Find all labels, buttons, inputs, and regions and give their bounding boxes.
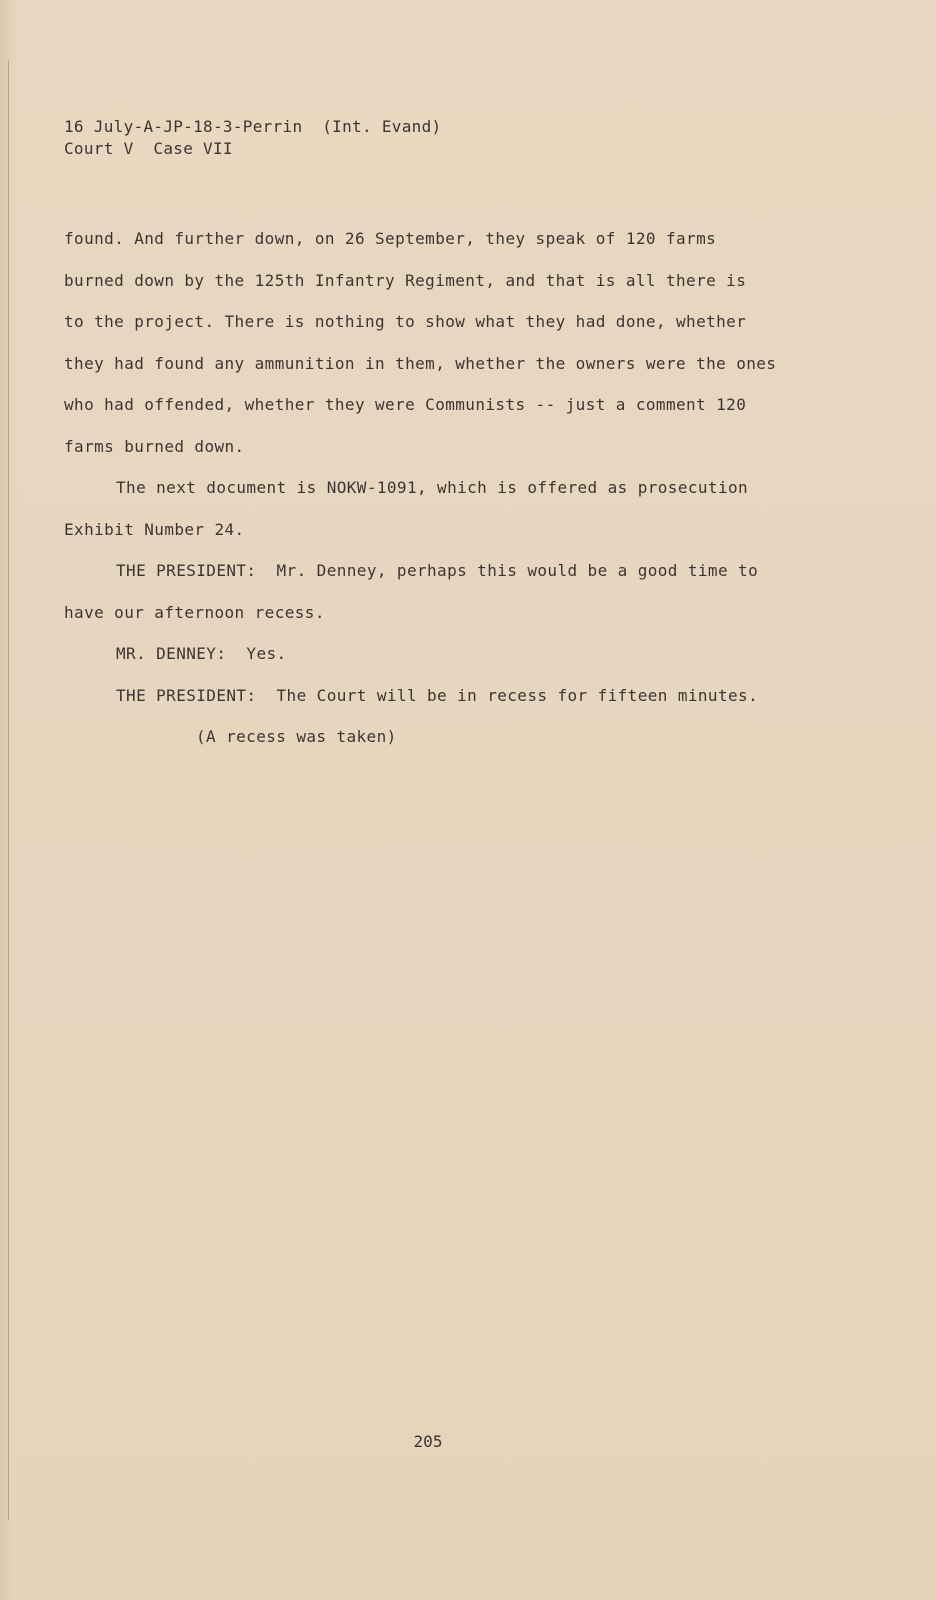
transcript-line: burned down by the 125th Infantry Regiment, and that is all there is: [64, 270, 747, 290]
document-header: [64, 116, 441, 160]
transcript-line: who had offended, whether they were Communists -- just a comment 120: [64, 395, 747, 414]
page-number: 205: [413, 1432, 443, 1451]
transcript-line: found. And further down, on 26 September, they speak of 120 farms: [64, 229, 717, 248]
transcript-line: The next document is NOKW-1091, which is offered as prosecution: [116, 478, 749, 497]
header-court-line: Court V Case VII: [64, 139, 233, 158]
stage-direction: (A recess was taken): [196, 727, 397, 746]
speaker-line: MR. DENNEY: Yes.: [116, 644, 287, 663]
transcript-line: they had found any ammunition in them, whether the owners were the ones: [64, 353, 777, 373]
margin-rule: [8, 60, 9, 1520]
speaker-line: THE PRESIDENT: Mr. Denney, perhaps this would be a good time to: [116, 561, 759, 580]
transcript-line: have our afternoon recess.: [64, 602, 325, 622]
transcript-line: to the project. There is nothing to show what they had done, whether: [64, 312, 747, 331]
transcript-line: Exhibit Number 24.: [64, 519, 245, 539]
transcript-body: [64, 218, 864, 758]
transcript-line: farms burned down.: [64, 436, 245, 456]
speaker-line: THE PRESIDENT: The Court will be in recess for fifteen minutes.: [116, 685, 759, 705]
header-reference-line: 16 July-A-JP-18-3-Perrin (Int. Evand): [64, 117, 442, 136]
paper-left-edge: [0, 0, 18, 1600]
